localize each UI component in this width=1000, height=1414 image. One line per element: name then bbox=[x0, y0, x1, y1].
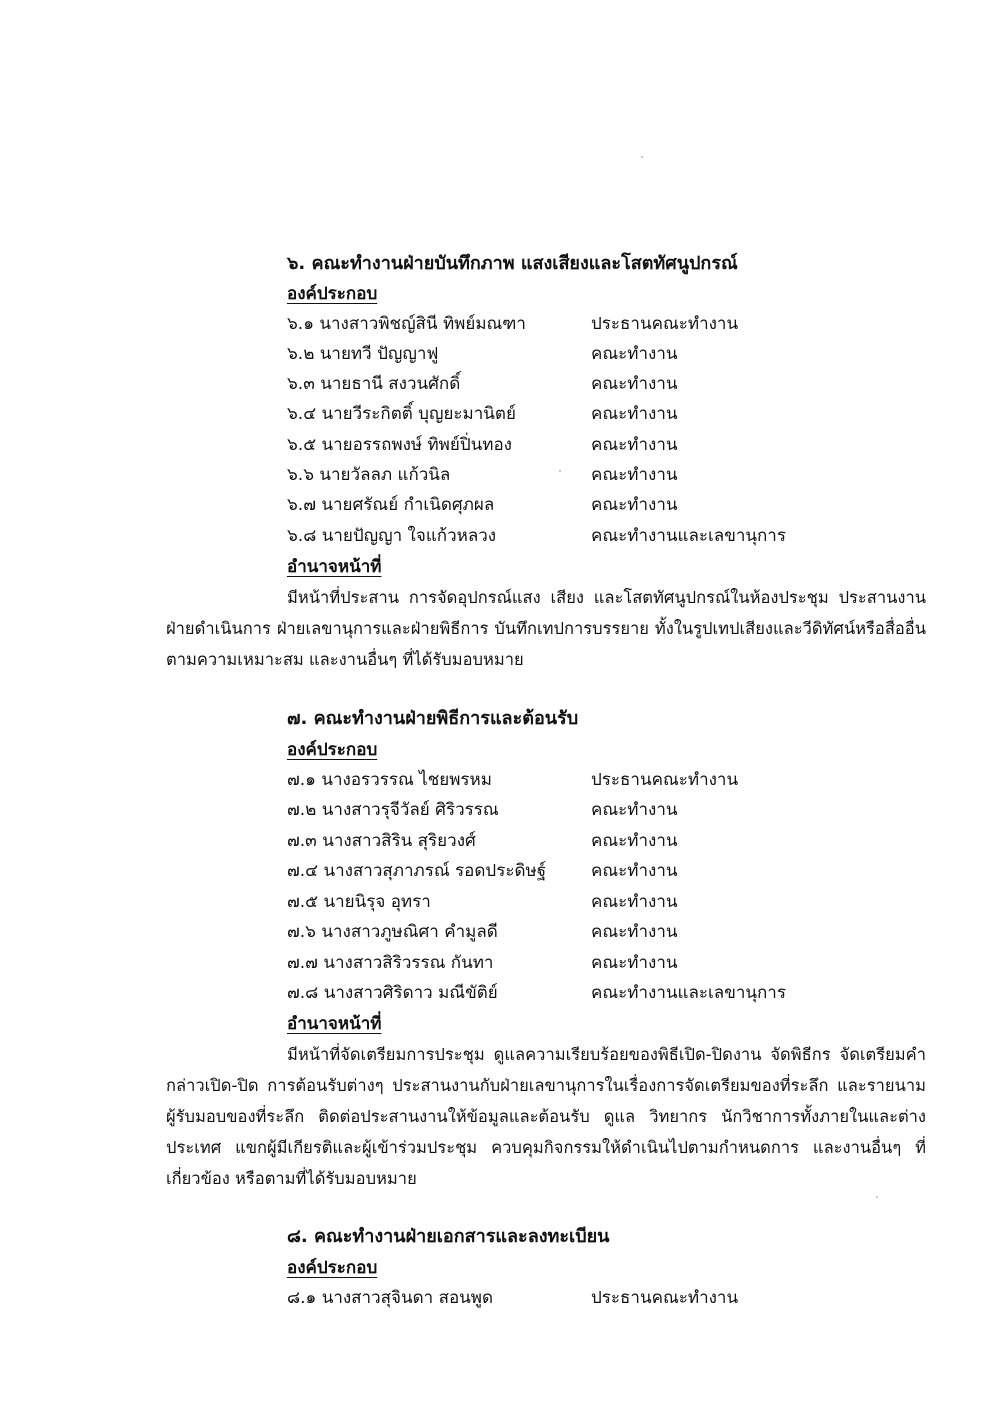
member-row bbox=[287, 859, 847, 883]
members-heading: องค์ประกอบ bbox=[287, 1258, 378, 1278]
member-row bbox=[287, 312, 847, 336]
member-row bbox=[287, 951, 847, 975]
member-row bbox=[287, 342, 847, 366]
member-name: ๗.๗ นางสาวสิริวรรณ กันทา bbox=[287, 953, 494, 973]
member-role: ประธานคณะทำงาน bbox=[591, 1288, 739, 1308]
member-row bbox=[287, 920, 847, 944]
member-name: ๖.๘ นายปัญญา ใจแก้วหลวง bbox=[287, 526, 497, 546]
member-name: ๗.๓ นางสาวสิริน สุริยวงศ์ bbox=[287, 831, 476, 851]
duties-paragraph: มีหน้าที่ประสาน การจัดอุปกรณ์แสง เสียง และโสตทัศนูปกรณ์ในห้องประชุม ประสานงานฝ่ายดำเนินการ ฝ่ายเลขานุการและฝ่ายพิธีการ บันทึกเทปการบรรยาย ทั้งในรูปเทปเสียงและวีดิทัศน์หรือสื่ออื่นตามความเหมาะสม และงานอื่นๆ ที่ได้รับมอบหมาย bbox=[166, 588, 926, 669]
member-role: ประธานคณะทำงาน bbox=[591, 314, 739, 334]
member-row bbox=[287, 890, 847, 914]
member-row bbox=[287, 798, 847, 822]
member-role: คณะทำงาน bbox=[591, 922, 678, 942]
member-row bbox=[287, 1286, 847, 1310]
member-role: คณะทำงาน bbox=[591, 861, 678, 881]
member-name: ๘.๑ นางสาวสุจินดา สอนพูด bbox=[287, 1288, 494, 1308]
members-heading: องค์ประกอบ bbox=[287, 740, 378, 760]
member-name: ๗.๔ นางสาวสุภาภรณ์ รอดประดิษฐ์ bbox=[287, 861, 547, 881]
duties-heading: อำนาจหน้าที่ bbox=[287, 1014, 382, 1034]
member-role: คณะทำงาน bbox=[591, 831, 678, 851]
member-name: ๗.๖ นางสาวภูษณิศา คำมูลดี bbox=[287, 922, 498, 942]
member-row bbox=[287, 433, 847, 457]
member-row bbox=[287, 402, 847, 426]
section-title: ๖. คณะทำงานฝ่ายบันทึกภาพ แสงเสียงและโสตทัศนูปกรณ์ bbox=[287, 253, 738, 274]
duties-heading: อำนาจหน้าที่ bbox=[287, 557, 382, 577]
member-row bbox=[287, 768, 847, 792]
member-role: คณะทำงาน bbox=[591, 465, 678, 485]
member-role: คณะทำงาน bbox=[591, 344, 678, 364]
member-row bbox=[287, 372, 847, 396]
member-role: ประธานคณะทำงาน bbox=[591, 770, 739, 790]
section-title: ๗. คณะทำงานฝ่ายพิธีการและต้อนรับ bbox=[287, 708, 579, 729]
member-role: คณะทำงาน bbox=[591, 495, 678, 515]
members-heading: องค์ประกอบ bbox=[287, 284, 378, 304]
member-name: ๖.๒ นายทวี ปัญญาฟู bbox=[287, 344, 439, 364]
member-row bbox=[287, 981, 847, 1005]
member-name: ๗.๒ นางสาวรุจีวัลย์ ศิริวรรณ bbox=[287, 800, 499, 820]
member-name: ๗.๕ นายนิรุจ อุทรา bbox=[287, 892, 431, 912]
scan-speck bbox=[641, 156, 643, 158]
member-role: คณะทำงาน bbox=[591, 374, 678, 394]
member-name: ๗.๑ นางอรวรรณ ไชยพรหม bbox=[287, 770, 492, 790]
member-name: ๖.๕ นายอรรถพงษ์ ทิพย์ปิ่นทอง bbox=[287, 435, 512, 455]
member-role: คณะทำงาน bbox=[591, 892, 678, 912]
member-role: คณะทำงาน bbox=[591, 404, 678, 424]
member-row bbox=[287, 829, 847, 853]
member-name: ๖.๗ นายศรัณย์ กำเนิดศุภผล bbox=[287, 495, 495, 515]
member-name: ๖.๓ นายธานี สงวนศักดิ์ bbox=[287, 374, 461, 394]
member-role: คณะทำงาน bbox=[591, 435, 678, 455]
member-row bbox=[287, 463, 847, 487]
member-role: คณะทำงานและเลขานุการ bbox=[591, 526, 786, 546]
member-role: คณะทำงานและเลขานุการ bbox=[591, 983, 786, 1003]
section-title: ๘. คณะทำงานฝ่ายเอกสารและลงทะเบียน bbox=[287, 1226, 610, 1247]
member-name: ๖.๖ นายวัลลภ แก้วนิล bbox=[287, 465, 451, 485]
member-role: คณะทำงาน bbox=[591, 800, 678, 820]
duties-paragraph: มีหน้าที่จัดเตรียมการประชุม ดูแลความเรียบร้อยของพิธีเปิด-ปิดงาน จัดพิธีกร จัดเตรียมคำกล่าวเปิด-ปิด การต้อนรับต่างๆ ประสานงานกับฝ่ายเลขานุการในเรื่องการจัดเตรียมของที่ระลึก และรายนามผู้รับมอบของที่ระลึก ติดต่อประสานงานให้ข้อมูลและต้อนรับ ดูแล วิทยากร นักวิชาการทั้งภายในและต่างประเทศ แขกผู้มีเกียรติและผู้เข้าร่วมประชุม ควบคุมกิจกรรมให้ดำเนินไปตามกำหนดการ และงานอื่นๆ ที่เกี่ยวข้อง หรือตามที่ได้รับมอบหมาย bbox=[166, 1045, 926, 1188]
scan-speck bbox=[559, 470, 561, 472]
scan-speck bbox=[876, 1196, 878, 1198]
member-name: ๖.๑ นางสาวพิชญ์สินี ทิพย์มณฑา bbox=[287, 314, 526, 334]
member-role: คณะทำงาน bbox=[591, 953, 678, 973]
member-name: ๖.๔ นายวีระกิตติ์ บุญยะมานิตย์ bbox=[287, 404, 516, 424]
member-row bbox=[287, 493, 847, 517]
member-name: ๗.๘ นางสาวศิริดาว มณีขัติย์ bbox=[287, 983, 498, 1003]
member-row bbox=[287, 524, 847, 548]
